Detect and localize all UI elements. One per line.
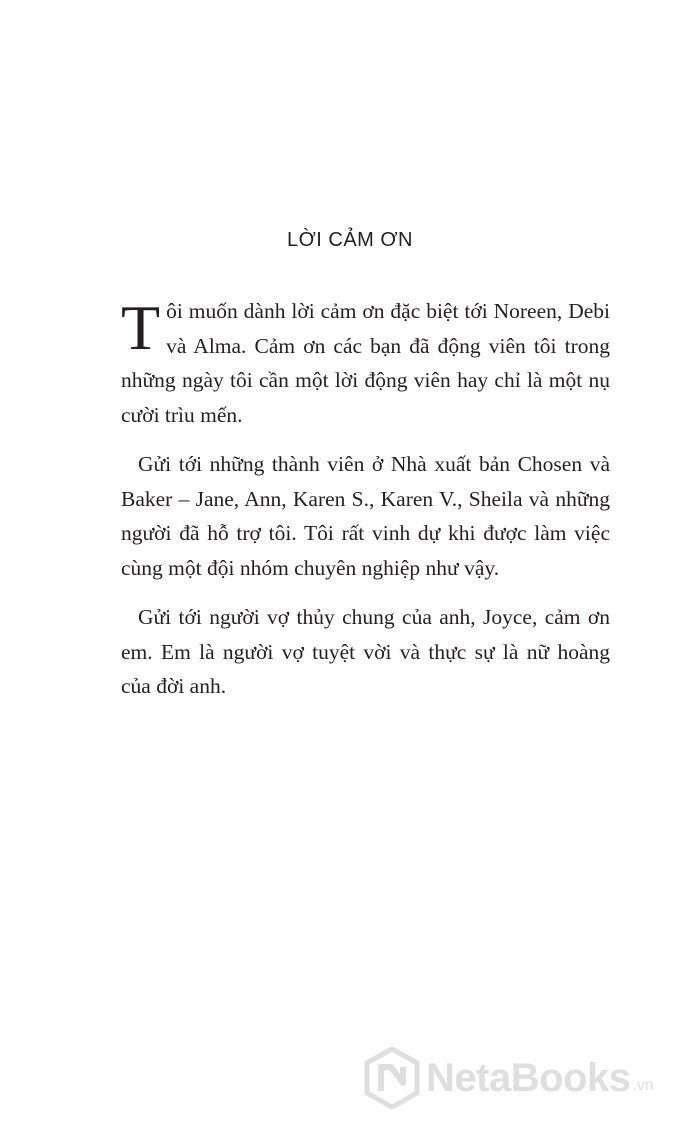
watermark	[364, 1045, 684, 1111]
page-title: LỜI CẢM ƠN	[287, 229, 413, 251]
paragraph-3: Gửi tới người vợ thủy chung của anh, Joyce, cảm ơn em. Em là người vợ tuyệt vời và thực sự là nữ hoàng của đời anh.	[121, 605, 610, 698]
watermark-brand: NetaBooks	[426, 1055, 631, 1100]
watermark-suffix: .vn	[632, 1077, 654, 1094]
paragraph-1-text: ôi muốn dành lời cảm ơn đặc biệt tới Noreen, Debi và Alma. Cảm ơn các bạn đã động viên tôi trong những ngày tôi cần một lời động viên hay chỉ là một nụ cười trìu mến.	[121, 299, 610, 427]
drop-cap: T	[121, 292, 161, 363]
paragraph-2: Gửi tới những thành viên ở Nhà xuất bản Chosen và Baker – Jane, Ann, Karen S., Karen V., Sheila và những người đã hỗ trợ tôi. Tôi rất vinh dự khi được làm việc cùng một đội nhóm chuyên nghiệp như vậy.	[121, 452, 610, 580]
paragraph-1	[121, 294, 610, 432]
acknowledgement-body	[121, 294, 610, 719]
netabooks-logo-icon	[364, 1047, 420, 1109]
